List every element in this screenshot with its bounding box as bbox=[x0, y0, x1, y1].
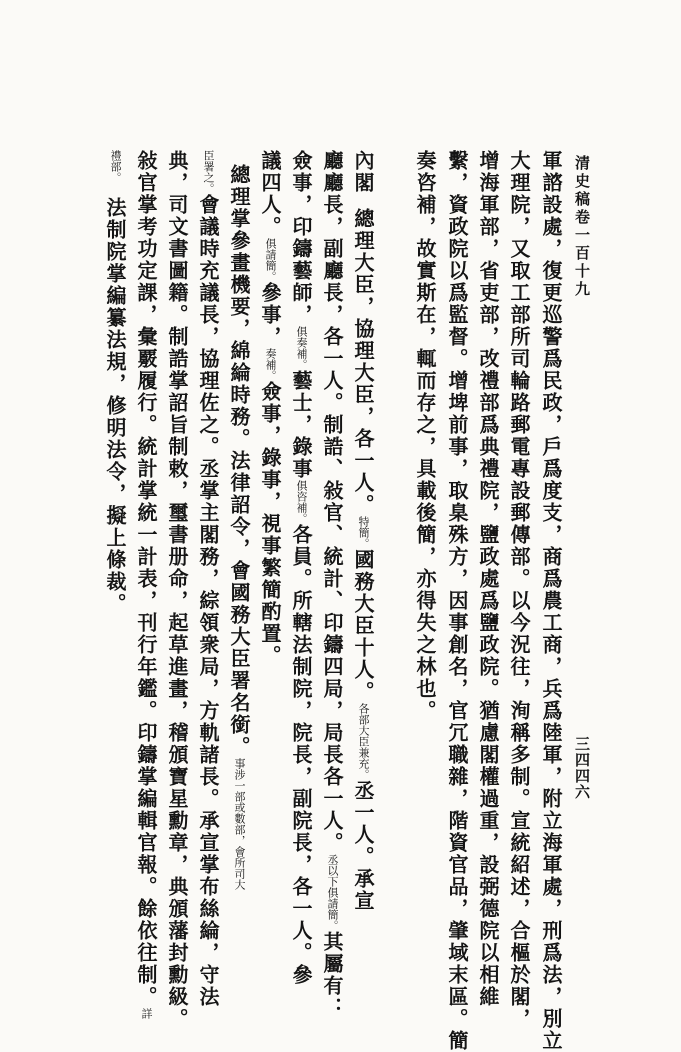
annotation-note: 特簡。 bbox=[357, 516, 370, 549]
indent-space bbox=[229, 150, 249, 164]
body-text: 廳廳長，副廳長，各一人。制誥、敍官、統計、印鑄四局，局長各一人。 bbox=[320, 150, 344, 854]
body-text: 國務大臣十人。 bbox=[351, 549, 375, 703]
text-column bbox=[509, 150, 529, 1030]
body-text: 僉事，錄事，視事繁簡酌置。 bbox=[258, 381, 282, 667]
body-text: 總理大臣，協理大臣，各一人。 bbox=[351, 208, 375, 516]
body-text: 藝士，錄事 bbox=[289, 370, 313, 480]
annotation-note: 俱咨補。 bbox=[295, 480, 308, 524]
text-column bbox=[447, 150, 467, 1052]
text-column bbox=[105, 150, 125, 615]
body-text: 丞一人。承宣 bbox=[351, 780, 375, 912]
annotation-note: 臣署之。 bbox=[202, 150, 215, 194]
annotation-note: 事涉一部或數部，會所司大 bbox=[233, 758, 246, 890]
body-text: 繫，資政院以爲監督。增埤前事，取臬殊方，因事創名，官冗職雜，階資官品，肇域末區。簡 bbox=[445, 150, 469, 1052]
annotation-note: 俱奏補。 bbox=[295, 326, 308, 370]
text-column bbox=[322, 150, 342, 1019]
body-text: 法制院掌編纂法規，修明法令，擬上條裁。 bbox=[103, 197, 127, 615]
body-text: 典，司文書圖籍。制誥掌詔旨制敕，璽書册命，起草進畫，稽頒寶星勳章，典頒藩封勳級。 bbox=[165, 150, 189, 1030]
text-column bbox=[291, 150, 311, 986]
annotation-note: 俱請簡。 bbox=[264, 238, 277, 282]
text-column bbox=[353, 150, 373, 912]
text-column bbox=[136, 150, 156, 1019]
annotation-note: 奏補。 bbox=[264, 348, 277, 381]
book-title: 清史稿卷一百十九 bbox=[573, 155, 591, 299]
body-text: 大理院，又取工部所司輪路郵電專設郵傳部。以今況往，洵稱多制。宣統紹述，合樞於閣， bbox=[507, 150, 531, 1030]
body-text: 其屬有： bbox=[320, 931, 344, 1019]
body-text: 僉事，印鑄藝師， bbox=[289, 150, 313, 326]
body-text: 增海軍部，省吏部，改禮部爲典禮院，鹽政處爲鹽政院。猶慮閣權過重，設弼德院以相維 bbox=[476, 150, 500, 1008]
text-column bbox=[167, 150, 187, 1030]
indent-space bbox=[353, 194, 373, 208]
body-text: 參事， bbox=[258, 282, 282, 348]
body-text: 軍諮設處，復更巡警爲民政，戶爲度支，商爲農工商，兵爲陸軍，附立海軍處，刑爲法，別立 bbox=[539, 150, 563, 1052]
text-column bbox=[541, 150, 561, 1052]
body-text: 各員。所轄法制院，院長，副院長，各一人。參 bbox=[289, 524, 313, 986]
annotation-note: 各部大臣兼充。 bbox=[357, 703, 370, 780]
annotation-note: 禮部。 bbox=[109, 150, 122, 183]
body-text: 內閣 bbox=[351, 150, 375, 194]
annotation-note: 詳 bbox=[140, 1008, 153, 1019]
text-column bbox=[229, 150, 249, 890]
text-column bbox=[198, 150, 218, 1008]
body-text: 總理掌參畫機要，綿綸時務。法律詔令，會國務大臣署名銜。 bbox=[227, 164, 251, 758]
text-column bbox=[415, 150, 435, 722]
body-text: 敍官掌考功定課，彙覈履行。統計掌統一計表，刊行年鑑。印鑄掌編輯官報。餘依往制。 bbox=[134, 150, 158, 1008]
annotation-note: 丞以下俱請簡。 bbox=[326, 854, 339, 931]
page-number: 三四四六 bbox=[573, 736, 591, 800]
body-text: 會議時充議長，協理佐之。丞掌主閣務，綜領衆局，方軌諸長。承宣掌布絲綸，守法 bbox=[196, 194, 220, 1008]
body-text: 奏咨補，故實斯在，輒而存之，具載後簡，亦得失之林也。 bbox=[413, 150, 437, 722]
indent-space bbox=[105, 183, 125, 197]
text-column bbox=[478, 150, 498, 1008]
text-column bbox=[260, 150, 280, 667]
body-text: 議四人。 bbox=[258, 150, 282, 238]
